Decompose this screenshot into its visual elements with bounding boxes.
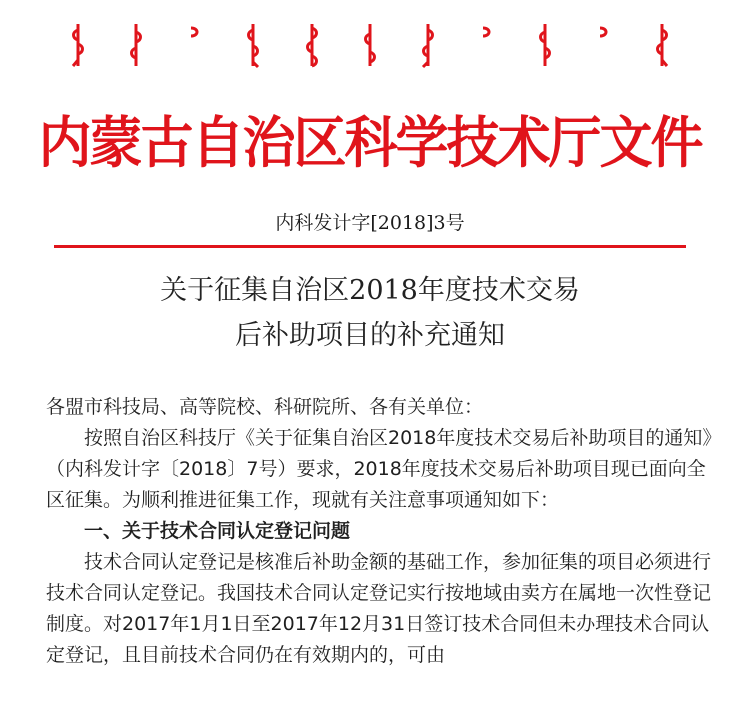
issuing-authority-title: 内蒙古自治区科学技术厅文件 (38, 110, 702, 176)
notice-title-line-1: 关于征集自治区2018年度技术交易 (160, 275, 580, 306)
document-number: 内科发计字[2018]3号 (275, 212, 465, 234)
mongolian-word-9 (537, 22, 553, 70)
mongolian-script-header (70, 22, 670, 82)
paragraph-2: 技术合同认定登记是核准后补助金额的基础工作，参加征集的项目必须进行技术合同认定登记。我国技术合同认定登记实行按地域由卖方在属地一次性登记制度。对2017年1月1日至2017年12月31日签订技术合同但未办理技术合同认定登记，且目前技术合同仍在有效期内的，可由 (46, 551, 712, 666)
mongolian-word-6 (362, 22, 378, 70)
paragraph-1: 按照自治区科技厅《关于征集自治区2018年度技术交易后补助项目的通知》（内科发计字〔2018〕7号）要求，2018年度技术交易后补助项目现已面向全区征集。为顺利推进征集工作，现就有关注意事项通知如下： (46, 427, 712, 511)
notice-title-line-2: 后补助项目的补充通知 (235, 320, 505, 351)
red-divider-line (54, 245, 686, 248)
mongolian-word-3 (187, 22, 203, 70)
section-1-heading: 一、关于技术合同认定登记问题 (84, 520, 351, 542)
salutation: 各盟市科技局、高等院校、科研院所、各有关单位： (46, 396, 484, 418)
mongolian-word-7 (420, 22, 436, 70)
document-body (46, 392, 716, 671)
mongolian-word-1 (70, 22, 86, 70)
mongolian-word-11 (654, 22, 670, 70)
mongolian-word-8 (479, 22, 495, 70)
mongolian-word-10 (596, 22, 612, 70)
mongolian-word-4 (245, 22, 261, 70)
mongolian-word-2 (128, 22, 144, 70)
mongolian-word-5 (304, 22, 320, 70)
notice-title (0, 268, 740, 358)
